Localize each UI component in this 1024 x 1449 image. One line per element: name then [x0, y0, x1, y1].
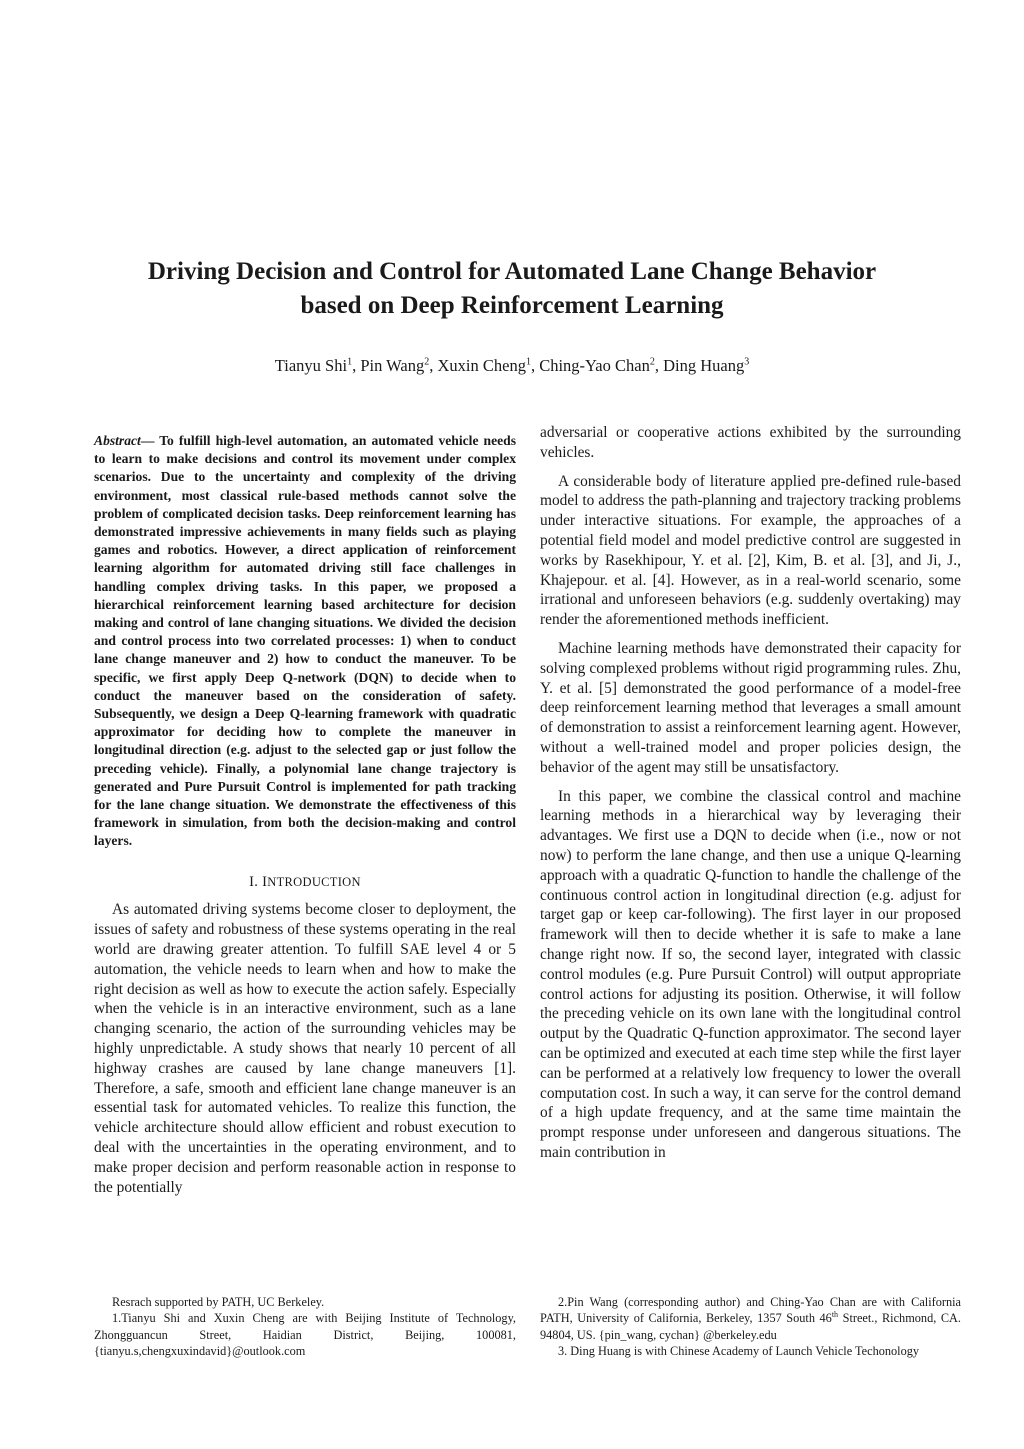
abstract-label: Abstract	[94, 433, 141, 448]
title-line-2: based on Deep Reinforcement Learning	[300, 292, 724, 319]
author-list: Tianyu Shi$^1$, Pin Wang$^2$, Xuxin Cheng$^1$, Ching-Yao Chan$^2$, Ding Huang$^3$	[274, 356, 750, 375]
author-name: Ding Huang	[663, 356, 745, 375]
abstract-dash: —	[140, 433, 160, 448]
author-affiliation: 2	[424, 356, 430, 368]
author-affiliation: 1	[525, 356, 531, 368]
abstract	[94, 432, 516, 851]
footnote-affiliation-1: 1.Tianyu Shi and Xuxin Cheng are with Beijing Institute of Technology, Zhongguancun Street, Haidian District, Beijing, 100081, {tianyu.s,chengxuxindavid}@outlook.com	[94, 1311, 516, 1359]
author-affiliation: 2	[649, 356, 655, 368]
footnote-affiliation-2: 2.Pin Wang (corresponding author) and Ching-Yao Chan are with California PATH, University of California, Berkeley, 1357 South 46th Street., Richmond, CA. 94804, US. {pin_wang, cychan} @berkeley.edu	[540, 1295, 961, 1342]
intro-paragraph-1: As automated driving systems become closer to deployment, the issues of safety and robustness of these systems operating in the real world are drawing greater attention. To fulfill SAE level 4 or 5 automation, the vehicle needs to learn when and how to make the right decision as well as how to execute the action safely. Especially when the vehicle is in an interactive environment, such as a lane changing scenario, the action of the surrounding vehicles may be highly unpredictable. A study shows that nearly 10 percent of all highway crashes are caused by lane change maneuvers [1]. Therefore, a safe, smooth and efficient lane change maneuver is an essential task for automated vehicles. To realize this function, the vehicle architecture should allow efficient and robust execution to deal with the uncertainties in the operating environment, and to make proper decision and perform reasonable action in response to the potentially	[94, 901, 516, 1196]
title-line-1: Driving Decision and Control for Automated Lane Change Behavior	[147, 258, 877, 285]
author-name: Pin Wang	[360, 356, 425, 375]
author-name: Xuxin Cheng	[437, 356, 526, 375]
footnotes-right	[540, 1294, 961, 1360]
author-affiliation: 1	[347, 356, 353, 368]
right-column	[540, 423, 961, 1172]
author-name: Ching-Yao Chan	[539, 356, 650, 375]
footnote-affiliation-3: 3. Ding Huang is with Chinese Academy of Launch Vehicle Techonology	[558, 1344, 920, 1359]
intro-paragraph-2: A considerable body of literature applied pre-defined rule-based model to address the path-planning and trajectory tracking problems under interactive situations. For example, the approaches of a potential field model and model predictive control are suggested in works by Rasekhipour, Y. et al. [2], Kim, B. et al. [3], and Ji, J., Khajepour. et al. [4]. However, as in a real-world scenario, some irrational and unforeseen behaviors (e.g. suddenly overtaking) may render the aforementioned methods inefficient.	[540, 472, 961, 629]
abstract-text: To fulfill high-level automation, an automated vehicle needs to learn to make decisions and control its movement under complex scenarios. Due to the uncertainty and complexity of the driving environment, most classical rule-based methods cannot solve the problem of complicated decision tasks. Deep reinforcement learning has demonstrated impressive achievements in many fields such as playing games and robotics. However, a direct application of reinforcement learning algorithm for automated driving still face challenges in handling complex driving tasks. In this paper, we proposed a hierarchical reinforcement learning based architecture for decision making and control of lane changing situations. We divided the decision and control process into two correlated processes: 1) when to conduct lane change maneuver and 2) how to conduct the maneuver. To be specific, we first apply Deep Q-network (DQN) to decide when to conduct the maneuver based on the consideration of safety. Subsequently, we design a Deep Q-learning framework with quadratic approximator for deciding how to complete the maneuver in longitudinal direction (e.g. adjust to the selected gap or just follow the preceding vehicle). Finally, a polynomial lane change trajectory is generated and Pure Pursuit Control is implemented for path tracking for the lane change situation. We demonstrate the effectiveness of this framework in simulation, from both the decision-making and control layers.	[94, 433, 516, 849]
intro-paragraph-4: In this paper, we combine the classical control and machine learning methods in a hierarchical way by leveraging their advantages. We first use a DQN to decide when (i.e., now or not now) to perform the lane change, and then use a unique Q-learning approach with a quadratic Q-function to handle the challenge of the continuous control action in longitudinal direction (e.g. adjust for target gap or keep car-following). The first layer in our proposed framework will then to decide whether it is safe to make a lane change right now. If so, the second layer, integrated with classic control modules (e.g. Pure Pursuit Control) will output appropriate control actions for adjusting its position. Otherwise, it will follow the preceding vehicle on its own lane with the longitudinal control output by the Quadratic Q-function approximator. The second layer can be optimized and executed at each time step while the first layer can be performed at a relatively low frequency to lower the overall computation cost. In such a way, it can serve for the control demand of a high update frequency, and at the same time maintain the prompt response under unforeseen and dangerous situations. The main contribution in	[540, 787, 961, 1161]
footnote-support: Resrach supported by PATH, UC Berkeley.	[112, 1295, 325, 1309]
intro-paragraph-1-continued: adversarial or cooperative actions exhibited by the surrounding vehicles.	[540, 424, 961, 461]
author-affiliation: 3	[744, 356, 750, 368]
footnotes-left	[94, 1294, 516, 1360]
paper-title	[60, 255, 964, 323]
author-name: Tianyu Shi	[274, 356, 348, 375]
section-heading-introduction: I. INTRODUCTION	[249, 873, 361, 890]
intro-paragraph-3: Machine learning methods have demonstrated their capacity for solving complexed problems without rigid programming rules. Zhu, Y. et al. [5] demonstrated the good performance of a model-free deep reinforcement learning method that leverages a small amount of demonstration to assist a reinforcement learning agent. However, without a well-trained model and proper policies design, the behavior of the agent may still be unsatisfactory.	[540, 639, 961, 776]
left-column	[94, 432, 516, 1206]
